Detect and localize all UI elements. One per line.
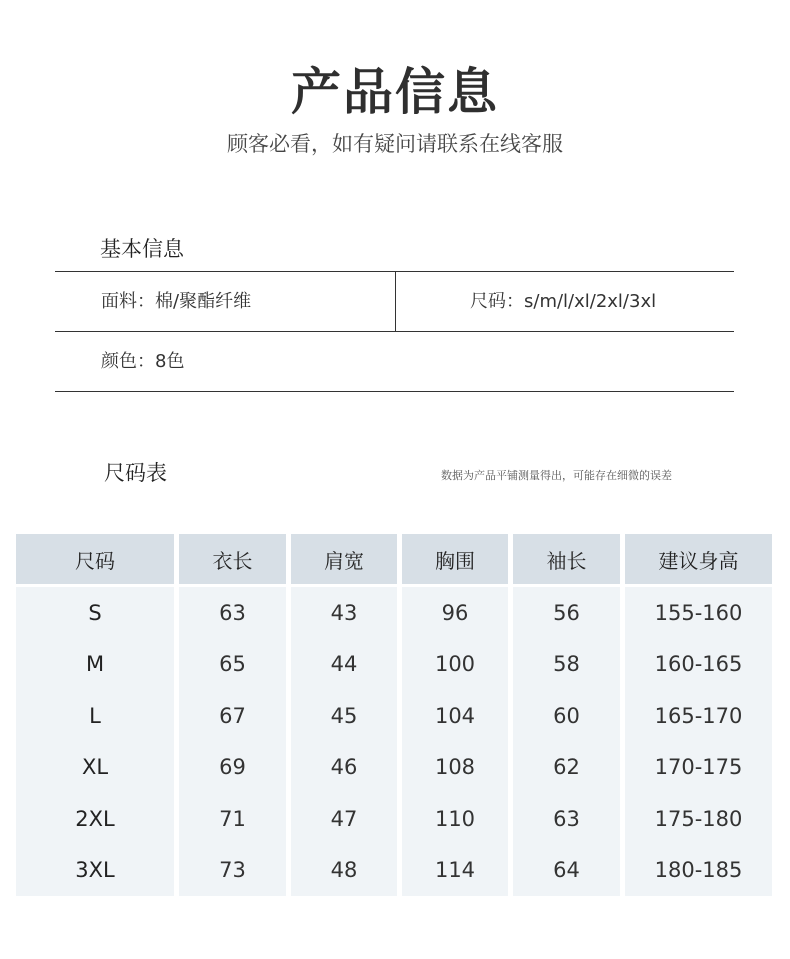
sleeve-cell: 58: [508, 639, 620, 691]
column-header-sleeve: 袖长: [508, 534, 620, 584]
sleeve-cell: 56: [508, 584, 620, 639]
info-row-fabric-size: [55, 271, 734, 331]
size-cell: 2XL: [16, 793, 174, 845]
chest-cell: 108: [397, 742, 508, 794]
column-header-height: 建议身高: [620, 534, 772, 584]
height-cell: 170-175: [620, 742, 772, 794]
shoulder-cell: 45: [286, 690, 397, 742]
size-chart-table: [16, 534, 772, 896]
size-cell: L: [16, 690, 174, 742]
size-cell: 3XL: [16, 845, 174, 897]
chest-cell: 100: [397, 639, 508, 691]
table-header-row: [16, 534, 772, 584]
sleeve-cell: 64: [508, 845, 620, 897]
basic-info-table: [55, 271, 734, 392]
basic-info-heading: 基本信息: [100, 237, 184, 261]
chest-cell: 110: [397, 793, 508, 845]
length-cell: 63: [174, 584, 286, 639]
length-cell: 73: [174, 845, 286, 897]
table-row: [16, 584, 772, 639]
height-cell: 165-170: [620, 690, 772, 742]
size-cell: M: [16, 639, 174, 691]
info-row-color: [55, 331, 734, 392]
chest-cell: 104: [397, 690, 508, 742]
table-row: [16, 742, 772, 794]
size-chart-heading: 尺码表: [104, 461, 167, 485]
table-row: [16, 793, 772, 845]
sleeve-cell: 63: [508, 793, 620, 845]
height-cell: 160-165: [620, 639, 772, 691]
length-cell: 69: [174, 742, 286, 794]
cell-divider: [395, 272, 396, 331]
column-header-shoulder: 肩宽: [286, 534, 397, 584]
length-cell: 71: [174, 793, 286, 845]
table-row: [16, 845, 772, 897]
shoulder-cell: 48: [286, 845, 397, 897]
size-info: 尺码：s/m/l/xl/2xl/3xl: [470, 291, 657, 312]
shoulder-cell: 47: [286, 793, 397, 845]
size-cell: XL: [16, 742, 174, 794]
table-row: [16, 690, 772, 742]
sleeve-cell: 62: [508, 742, 620, 794]
shoulder-cell: 43: [286, 584, 397, 639]
sleeve-cell: 60: [508, 690, 620, 742]
chest-cell: 114: [397, 845, 508, 897]
height-cell: 155-160: [620, 584, 772, 639]
color-info: 颜色：8色: [101, 351, 185, 372]
length-cell: 67: [174, 690, 286, 742]
shoulder-cell: 46: [286, 742, 397, 794]
length-cell: 65: [174, 639, 286, 691]
column-header-size: 尺码: [16, 534, 174, 584]
height-cell: 180-185: [620, 845, 772, 897]
column-header-length: 衣长: [174, 534, 286, 584]
table-row: [16, 639, 772, 691]
fabric-info: 面料：棉/聚酯纤维: [101, 291, 252, 312]
column-header-chest: 胸围: [397, 534, 508, 584]
page-subtitle: 顾客必看，如有疑问请联系在线客服: [227, 132, 563, 156]
shoulder-cell: 44: [286, 639, 397, 691]
size-cell: S: [16, 584, 174, 639]
page-title: 产品信息: [291, 63, 499, 121]
measurement-note: 数据为产品平铺测量得出，可能存在细微的误差: [441, 469, 672, 482]
height-cell: 175-180: [620, 793, 772, 845]
chest-cell: 96: [397, 584, 508, 639]
